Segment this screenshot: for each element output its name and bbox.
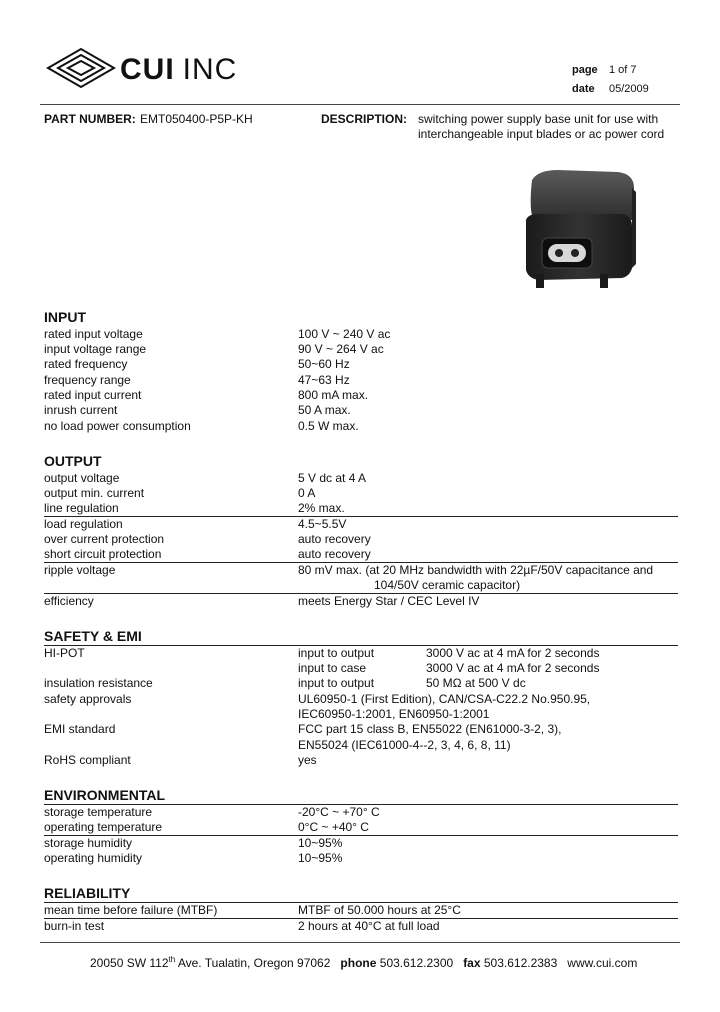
spec-value: auto recovery — [298, 532, 371, 546]
date-label: date — [572, 83, 595, 95]
spec-value: 47~63 Hz — [298, 373, 350, 387]
spec-label: HI-POT — [44, 646, 85, 660]
spec-label: safety approvals — [44, 692, 132, 706]
spec-label: efficiency — [44, 594, 94, 608]
spec-row — [44, 676, 678, 691]
page-label: page — [572, 64, 598, 76]
page-value: 1 of 7 — [609, 64, 637, 76]
description-line-1: switching power supply base unit for use with — [418, 112, 659, 126]
spec-label: RoHS compliant — [44, 753, 131, 767]
spec-label: storage humidity — [44, 836, 133, 850]
spec-label: input voltage range — [44, 342, 147, 356]
spec-label: insulation resistance — [44, 676, 153, 690]
spec-label: output min. current — [44, 486, 145, 500]
section-title-input: INPUT — [44, 309, 86, 325]
spec-row — [44, 707, 678, 722]
section-title-environmental: ENVIRONMENTAL — [44, 787, 166, 803]
spec-row — [44, 357, 678, 372]
spec-value: auto recovery — [298, 547, 371, 561]
spec-label: rated input voltage — [44, 327, 143, 341]
spec-condition: input to output — [298, 676, 375, 690]
section-title-safety: SAFETY & EMI — [44, 628, 142, 644]
spec-row — [44, 327, 678, 342]
spec-row — [44, 594, 678, 609]
spec-value: 2 hours at 40°C at full load — [298, 919, 440, 933]
date-value: 05/2009 — [609, 83, 649, 95]
footer-phone-label: phone — [340, 956, 377, 970]
spec-row — [44, 388, 678, 403]
spec-label: no load power consumption — [44, 419, 191, 433]
footer-fax-value: 503.612.2383 — [483, 956, 558, 970]
footer-phone-value: 503.612.2300 — [379, 956, 454, 970]
cui-logo-icon — [46, 46, 116, 90]
spec-value: 90 V ~ 264 V ac — [298, 342, 384, 356]
spec-label: EMI standard — [44, 722, 116, 736]
spec-row — [44, 805, 678, 820]
spec-value-cont: 104/50V ceramic capacitor) — [374, 578, 521, 592]
spec-label: burn-in test — [44, 919, 105, 933]
spec-label: rated frequency — [44, 357, 128, 371]
spec-row — [44, 692, 678, 707]
spec-row — [44, 646, 678, 661]
spec-label: rated input current — [44, 388, 142, 402]
spec-value: 4.5~5.5V — [298, 517, 347, 531]
footer-address-rest: Ave. Tualatin, Oregon 97062 — [175, 956, 331, 970]
spec-row — [44, 919, 678, 934]
spec-label: line regulation — [44, 501, 119, 515]
footer-fax-label: fax — [463, 956, 481, 970]
spec-row — [44, 851, 678, 866]
spec-label: output voltage — [44, 471, 120, 485]
spec-label: inrush current — [44, 403, 118, 417]
spec-row — [44, 753, 678, 768]
spec-row — [44, 903, 678, 918]
spec-value: yes — [298, 753, 317, 767]
spec-value: 100 V ~ 240 V ac — [298, 327, 391, 341]
spec-value: 50~60 Hz — [298, 357, 350, 371]
footer-web-link[interactable]: www.cui.com — [567, 956, 638, 970]
spec-row — [44, 517, 678, 532]
spec-row — [44, 661, 678, 676]
spec-value: 2% max. — [298, 501, 345, 515]
spec-value: 10~95% — [298, 836, 343, 850]
spec-value: 3000 V ac at 4 mA for 2 seconds — [426, 661, 600, 675]
spec-value: 50 MΩ at 500 V dc — [426, 676, 526, 690]
part-number-value: EMT050400-P5P-KH — [140, 112, 253, 126]
spec-label: mean time before failure (MTBF) — [44, 903, 218, 917]
spec-row — [44, 722, 678, 737]
footer-divider — [40, 942, 680, 943]
spec-value: FCC part 15 class B, EN55022 (EN61000-3-2, 3), — [298, 722, 562, 736]
spec-row — [44, 471, 678, 486]
description-line-2: interchangeable input blades or ac power cord — [418, 127, 665, 141]
spec-value: 0°C ~ +40° C — [298, 820, 369, 834]
company-logo-text — [120, 52, 237, 88]
spec-value: 800 mA max. — [298, 388, 369, 402]
spec-value: 5 V dc at 4 A — [298, 471, 367, 485]
spec-label: operating humidity — [44, 851, 143, 865]
spec-row — [44, 403, 678, 418]
power-supply-image — [518, 164, 642, 290]
spec-row — [44, 501, 678, 516]
part-number-label: PART NUMBER: — [44, 112, 136, 126]
section-title-output: OUTPUT — [44, 453, 102, 469]
spec-value: UL60950-1 (First Edition), CAN/CSA-C22.2 No.950.95, — [298, 692, 591, 706]
spec-value: MTBF of 50.000 hours at 25°C — [298, 903, 461, 917]
spec-condition: input to case — [298, 661, 367, 675]
spec-row — [44, 738, 678, 753]
logo-bold: CUI — [120, 53, 175, 86]
spec-row — [44, 373, 678, 388]
description-label: DESCRIPTION: — [321, 112, 408, 126]
spec-value: IEC60950-1:2001, EN60950-1:2001 — [298, 707, 490, 721]
spec-value: 50 A max. — [298, 403, 351, 417]
spec-row — [44, 836, 678, 851]
spec-row — [44, 486, 678, 501]
footer-address: 20050 SW 112 — [90, 956, 169, 970]
spec-value: EN55024 (IEC61000-4--2, 3, 4, 6, 8, 11) — [298, 738, 511, 752]
spec-value: 0.5 W max. — [298, 419, 359, 433]
spec-row — [44, 532, 678, 547]
spec-label: storage temperature — [44, 805, 153, 819]
spec-label: over current protection — [44, 532, 165, 546]
footer — [90, 955, 637, 970]
spec-label: load regulation — [44, 517, 123, 531]
logo-thin: INC — [182, 53, 238, 86]
spec-row — [44, 820, 678, 835]
spec-label: ripple voltage — [44, 563, 116, 577]
spec-value: 10~95% — [298, 851, 343, 865]
header-divider — [40, 104, 680, 105]
spec-row — [44, 419, 678, 434]
spec-value: 3000 V ac at 4 mA for 2 seconds — [426, 646, 600, 660]
section-title-reliability: RELIABILITY — [44, 885, 131, 901]
spec-value: 80 mV max. (at 20 MHz bandwidth with 22µF/50V capacitance and — [298, 563, 654, 577]
spec-label: short circuit protection — [44, 547, 162, 561]
spec-row — [44, 342, 678, 357]
spec-row — [44, 547, 678, 562]
spec-label: operating temperature — [44, 820, 163, 834]
spec-row — [44, 563, 678, 593]
spec-label: frequency range — [44, 373, 131, 387]
spec-value: 0 A — [298, 486, 316, 500]
spec-value: -20°C ~ +70° C — [298, 805, 380, 819]
spec-condition: input to output — [298, 646, 375, 660]
spec-value: meets Energy Star / CEC Level IV — [298, 594, 480, 608]
footer-address-sup: th — [168, 955, 176, 964]
